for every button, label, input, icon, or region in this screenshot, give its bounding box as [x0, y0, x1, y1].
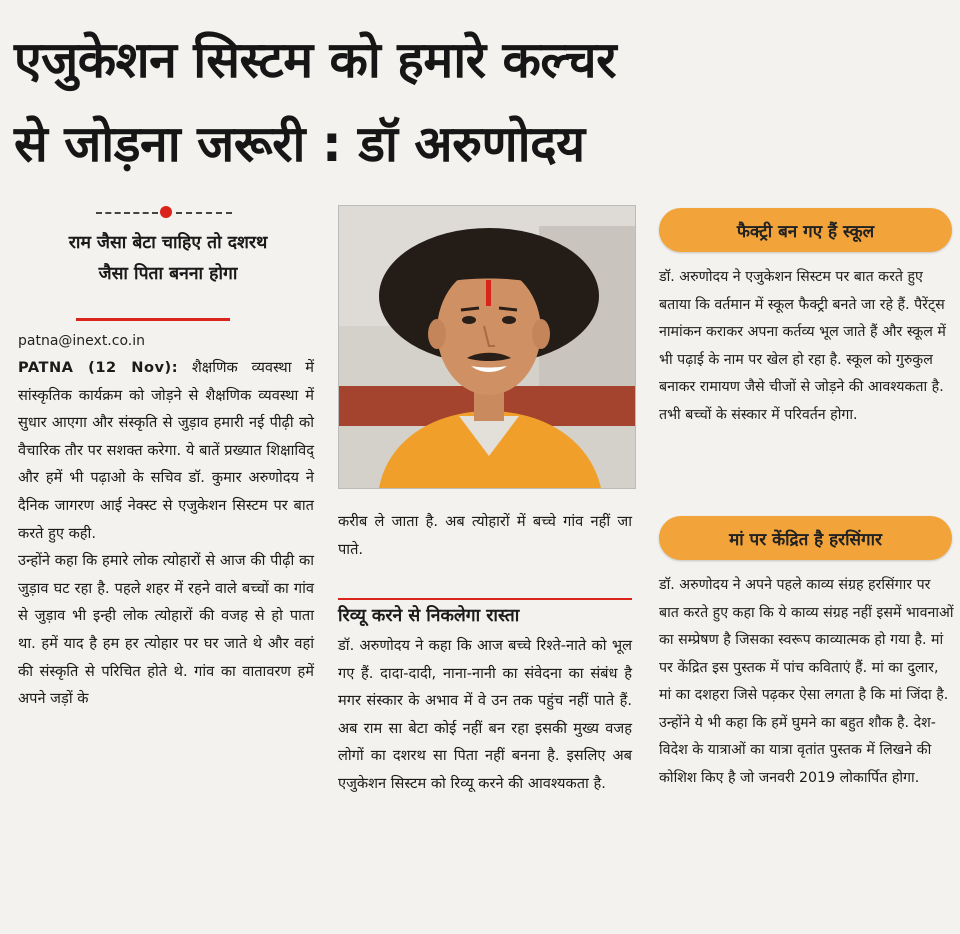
section-heading-review: रिव्यू करने से निकलेगा रास्ता — [338, 598, 632, 630]
article-paragraph-2: उन्होंने कहा कि हमारे लोक त्योहारों से आज की पीढ़ी का जुड़ाव घट रहा है. पहले शहर में रहने वाले बच्चों का गांव से जुड़ाव भी इन्ही लोक त्योहारों की वजह से हो पाता था. हमें याद है हम हर त्योहार पर घर जाते थे और वहां की संस्कृति से परिचित होते थे. गांव का वातावरण हमें अपने जड़ों के — [18, 552, 314, 708]
sidebar-heading-factory: फैक्ट्री बन गए हैं स्कूल — [659, 208, 952, 252]
portrait-illustration — [339, 206, 635, 488]
separator-right — [176, 212, 232, 214]
article-column-mid-bottom — [338, 632, 632, 798]
headline — [14, 18, 949, 186]
byline-email: patna@inext.co.in — [18, 333, 145, 349]
sidebar-body-factory: डॉ. अरुणोदय ने एजुकेशन सिस्टम पर बात करते हुए बताया कि वर्तमान में स्कूल फैक्ट्री बनते जा रहे हैं. पैरेंट्स नामांकन कराकर अपना कर्तव्य भूल जाते हैं और स्कूल में भी पढ़ाई के नाम पर खेल हो रहा है. स्कूल को गुरुकुल बनाकर रामायण जैसे चीजों से जोड़ने की आवश्यकता है. तभी बच्चों के संस्कार में परिवर्तन होगा. — [659, 269, 946, 423]
article-paragraph-2-continued: करीब ले जाता है. अब त्योहारों में बच्चे गांव नहीं जा पाते. — [338, 513, 632, 558]
article-paragraph-1: शैक्षणिक व्यवस्था में सांस्कृतिक कार्यक्रम को जोड़ने से शैक्षणिक व्यवस्था में सुधार आएगा और संस्कृति से जुड़ाव हमारी नई पीढ़ी को वैचारिक तौर पर सशक्त करेगा. ये बातें प्रख्यात शिक्षाविद् और हमें भी पढ़ाओ के सचिव डॉ. कुमार अरुणोदय ने दैनिक जागरण आई नेक्स्ट से एजुकेशन सिस्टम पर बात करते हुए कही. — [18, 359, 314, 542]
subheadline-line-2: जैसा पिता बनना होगा — [98, 264, 238, 284]
portrait-photo — [338, 205, 636, 489]
article-column-left — [18, 354, 314, 713]
dateline: PATNA (12 Nov): — [18, 359, 179, 376]
headline-line-2: से जोड़ना जरूरी : डॉ अरुणोदय — [14, 115, 585, 173]
subheadline-rule — [76, 318, 230, 321]
separator-dot — [160, 206, 172, 218]
sidebar-heading-harsingar: मां पर केंद्रित है हरसिंगार — [659, 516, 952, 560]
sidebar-body-harsingar: डॉ. अरुणोदय ने अपने पहले काव्य संग्रह हरसिंगार पर बात करते हुए कहा कि ये काव्य संग्रह नहीं इसमें भावनाओं का सम्प्रेषण है जिसका स्वरूप काव्यात्मक हो गया है. मां पर केंद्रित इस पुस्तक में पांच कविताएं हैं. मां का दुलार, मां का दशहरा जिसे पढ़कर ऐसा लगता है कि मां जिंदा है. उन्होंने ये भी कहा कि हमें घुमने का बहुत शौक है. देश-विदेश के यात्राओं का यात्रा वृतांत पुस्तक में लिखने की कोशिश किए है जो जनवरी 2019 लोकार्पित होगा. — [659, 577, 954, 786]
article-paragraph-3: डॉ. अरुणोदय ने कहा कि आज बच्चे रिश्ते-नाते को भूल गए हैं. दादा-दादी, नाना-नानी का संवेदना का संबंध है मगर संस्कार के अभाव में वे उन तक पहुंच नहीं पाते हैं. अब राम सा बेटा कोई नहीं बन रहा इसकी मुख्य वजह लोगों का दशरथ सा पिता नहीं बनना है. इसलिए अब एजुकेशन सिस्टम को रिव्यू करने की आवश्यकता है. — [338, 637, 632, 792]
subheadline-line-1: राम जैसा बेटा चाहिए तो दशरथ — [68, 233, 268, 253]
article-column-mid-top — [338, 508, 632, 563]
subheadline — [18, 228, 318, 290]
separator-left — [96, 212, 158, 214]
headline-line-1: एजुकेशन सिस्टम को हमारे कल्चर — [14, 31, 617, 89]
